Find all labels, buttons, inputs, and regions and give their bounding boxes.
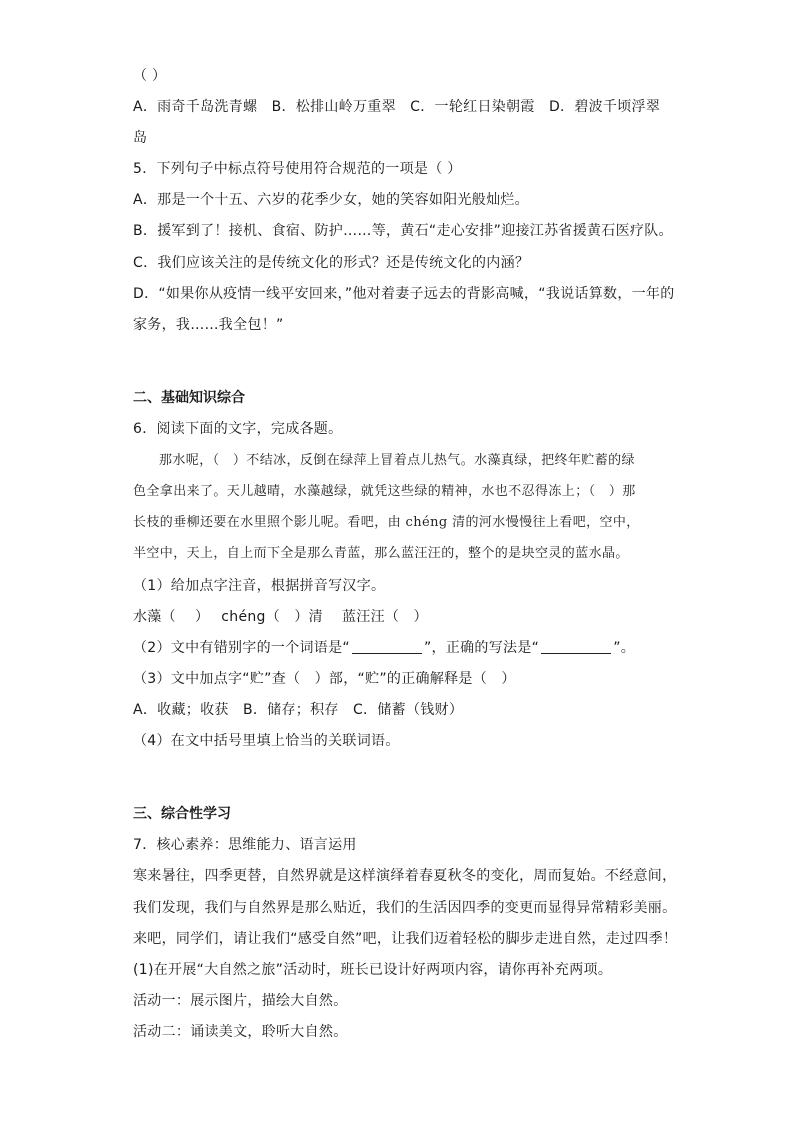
q6-sub3-options: A．收藏；收获 B．储存；积存 C．储蓄（钱财） bbox=[133, 702, 464, 718]
q4-options: A．雨奇千岛洗青螺 B．松排山岭万重翠 C．一轮红日染朝霞 D．碧波千顷浮翠 bbox=[133, 99, 661, 115]
q7-para-line-3: 来吧，同学们，请让我们“感受自然”吧，让我们迈着轻松的脚步走进自然，走过四季！ bbox=[133, 931, 678, 947]
q6-pinyin-row: 水藻（ ） chéng（ ）清 蓝汪汪（ ） bbox=[133, 609, 428, 625]
q7-stem: 7．核心素养：思维能力、语言运用 bbox=[133, 837, 357, 853]
q7-sub1: (1)在开展“大自然之旅”活动时，班长已设计好两项内容，请你再补充两项。 bbox=[133, 962, 613, 978]
section-2-heading: 二、基础知识综合 bbox=[133, 390, 245, 406]
q7-para-line-2: 我们发现，我们与自然界是那么贴近，我们的生活因四季的变更而显得异常精彩美丽。 bbox=[133, 900, 677, 916]
q7-para-line-1: 寒来暑往，四季更替，自然界就是这样演绎着春夏秋冬的变化，周而复始。不经意间， bbox=[133, 868, 677, 884]
answer-blank-correct-word[interactable] bbox=[541, 639, 611, 654]
q6-sub2 bbox=[133, 638, 635, 658]
q6-sub4: （4）在文中括号里填上恰当的关联词语。 bbox=[133, 733, 400, 749]
q6-sub2-part-b: ”，正确的写法是“ bbox=[423, 640, 540, 656]
q5-option-d-line2: 家务，我……我全包！” bbox=[133, 317, 284, 333]
passage-line-4: 半空中，天上，自上而下全是那么青蓝，那么蓝汪汪的，整个的是块空灵的蓝水晶。 bbox=[133, 546, 629, 561]
passage-line-1: 那水呢，（ ）不结冰，反倒在绿萍上冒着点儿热气。水藻真绿，把终年贮蓄的绿 bbox=[159, 453, 635, 468]
q5-option-b: B．援军到了！接机、食宿、防护……等，黄石“走心安排”迎接江苏省援黄石医疗队。 bbox=[133, 223, 673, 239]
q7-activity-2: 活动二：诵读美文，聆听大自然。 bbox=[133, 1024, 348, 1040]
q5-option-d-line1: D．“如果你从疫情一线平安回来，”他对着妻子远去的背影高喊，“我说话算数，一年的 bbox=[133, 286, 675, 302]
answer-blank-wrong-word[interactable] bbox=[352, 639, 422, 654]
q7-activity-1: 活动一：展示图片，描绘大自然。 bbox=[133, 993, 348, 1009]
passage-line-3: 长枝的垂柳还要在水里照个影儿呢。看吧，由 chéng 清的河水慢慢往上看吧，空中， bbox=[133, 515, 640, 530]
q5-option-c: C．我们应该关注的是传统文化的形式？还是传统文化的内涵？ bbox=[133, 255, 530, 271]
q5-option-a: A．那是一个十五、六岁的花季少女，她的笑容如阳光般灿烂。 bbox=[133, 192, 529, 208]
q6-sub1: （1）给加点字注音，根据拼音写汉字。 bbox=[133, 578, 386, 594]
passage-line-2: 色全拿出来了。天儿越晴，水藻越绿，就凭这些绿的精神，水也不忍得冻上；（ ）那 bbox=[133, 484, 636, 499]
q6-stem: 6．阅读下面的文字，完成各题。 bbox=[133, 421, 343, 437]
section-3-heading: 三、综合性学习 bbox=[133, 806, 231, 822]
q4-answer-paren: （ ） bbox=[133, 68, 167, 84]
q6-sub2-part-c: ”。 bbox=[613, 640, 636, 656]
q6-sub3: （3）文中加点字“贮”查（ ）部，“贮”的正确解释是（ ） bbox=[133, 671, 516, 687]
q6-sub2-part-a: （2）文中有错别字的一个词语是“ bbox=[133, 640, 350, 656]
q4-options-continued: 岛 bbox=[133, 130, 148, 146]
q5-stem: 5．下列句子中标点符号使用符合规范的一项是（ ） bbox=[133, 161, 462, 177]
